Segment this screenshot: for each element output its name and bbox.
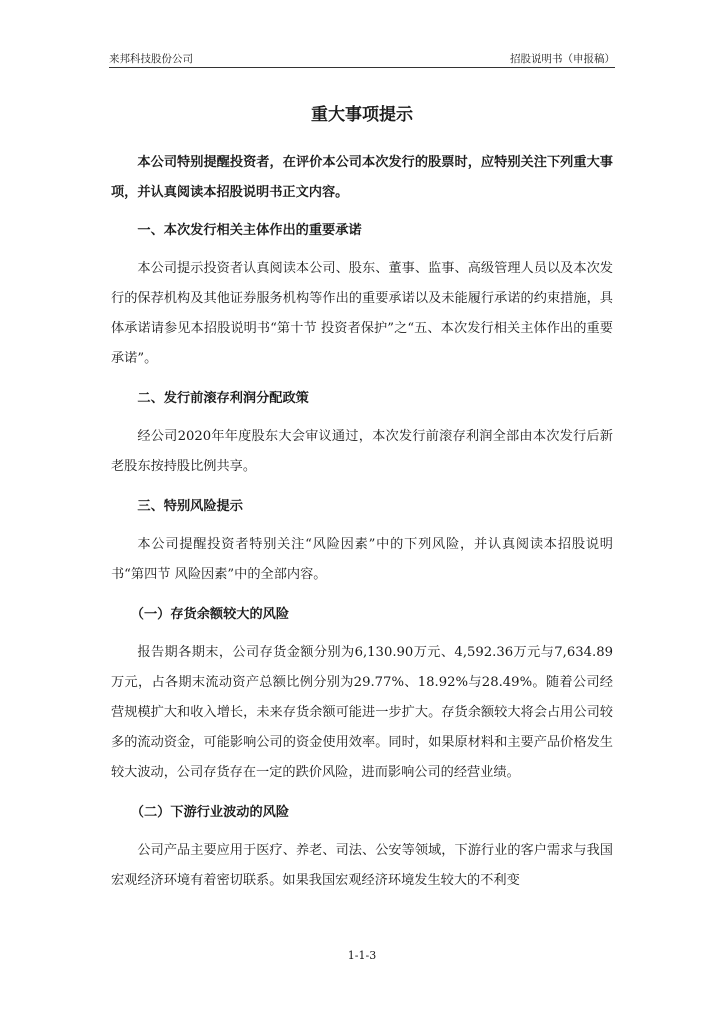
- section-heading-risk-notice: 三、特别风险提示: [137, 499, 243, 514]
- subsection-heading-downstream-risk: （二）下游行业波动的风险: [130, 805, 290, 820]
- lead-paragraph: 本公司特别提醒投资者，在评价本公司本次发行的股票时，应特别关注下列重大事项，并认真阅读本招股说明书正文内容。: [111, 155, 613, 200]
- page-header: [109, 51, 615, 68]
- subsection-paragraph: 公司产品主要应用于医疗、养老、司法、公安等领域，下游行业的客户需求与我国宏观经济环境有着密切联系。如果我国宏观经济环境发生较大的不利变: [111, 843, 613, 888]
- subsection-heading-inventory-risk: （一）存货余额较大的风险: [130, 607, 290, 622]
- subsection-paragraph: 报告期各期末，公司存货金额分别为6,130.90万元、4,592.36万元与7,634.89万元，占各期末流动资产总额比例分别为29.77%、18.92%与28.49%。随着公司经营规模扩大和收入增长，未来存货余额可能进一步扩大。存货余额较大将会占用公司较多的流动资金，可能影响公司的资金使用效率。同时，如果原材料和主要产品价格发生较大波动，公司存货存在一定的跌价风险，进而影响公司的经营业绩。: [111, 645, 613, 780]
- section-paragraph: 本公司提示投资者认真阅读本公司、股东、董事、监事、高级管理人员以及本次发行的保荐机构及其他证券服务机构等作出的重要承诺以及未能履行承诺的约束措施，具体承诺请参见本招股说明书“第十节 投资者保护”之“五、本次发行相关主体作出的重要承诺”。: [111, 261, 613, 366]
- header-company-name: 来邦科技股份公司: [109, 53, 193, 65]
- page-title: 重大事项提示: [311, 105, 413, 125]
- page-content: [111, 102, 613, 906]
- section-paragraph: 经公司2020年年度股东大会审议通过，本次发行前滚存利润全部由本次发行后新老股东按持股比例共享。: [111, 429, 613, 474]
- page-number: 1-1-3: [347, 949, 377, 962]
- section-heading-profit-distribution: 二、发行前滚存利润分配政策: [137, 391, 309, 406]
- section-paragraph: 本公司提醒投资者特别关注“风险因素”中的下列风险，并认真阅读本招股说明书“第四节 风险因素”中的全部内容。: [111, 537, 613, 582]
- section-heading-commitments: 一、本次发行相关主体作出的重要承诺: [137, 223, 362, 238]
- header-document-type: 招股说明书（申报稿）: [510, 53, 615, 65]
